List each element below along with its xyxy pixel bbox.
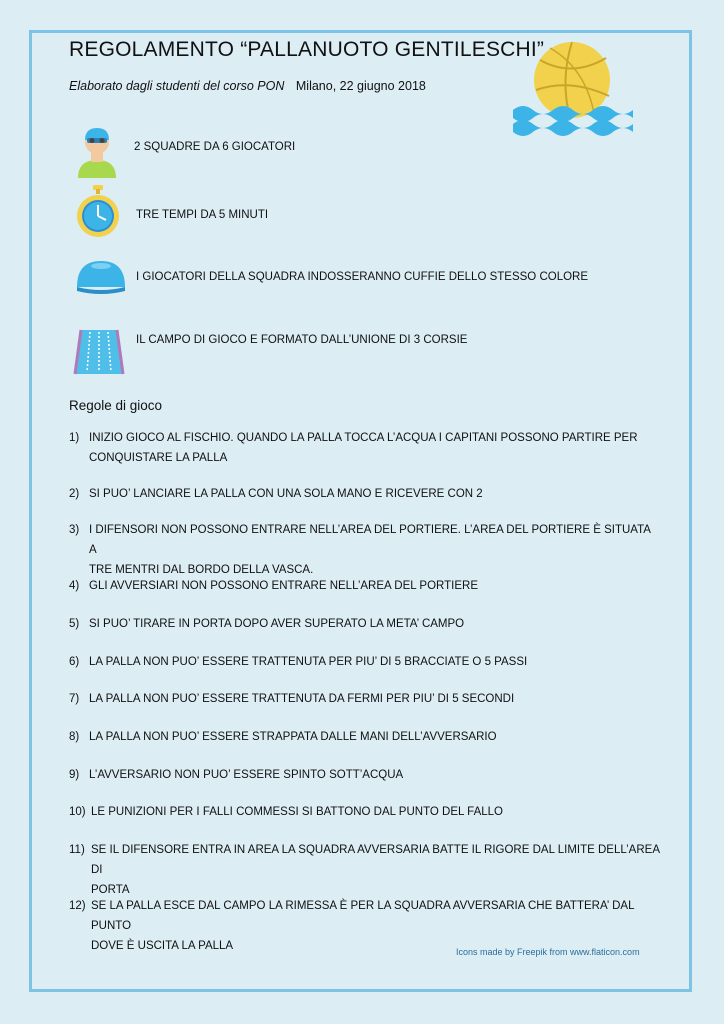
feature-periods [0,185,724,245]
rule-line: INIZIO GIOCO AL FISCHIO. QUANDO LA PALLA TOCCA L’ACQUA I CAPITANI POSSONO PARTIRE PER [89,432,638,444]
rule-line: SI PUO’ TIRARE IN PORTA DOPO AVER SUPERATO LA META’ CAMPO [89,618,465,630]
rule-number: 3) [69,524,80,536]
rule-line: SE LA PALLA ESCE DAL CAMPO LA RIMESSA È PER LA SQUADRA AVVERSARIA CHE BATTERA’ DAL PUNTO [91,900,635,932]
rule-line: TRE MENTRI DAL BORDO DELLA VASCA. [89,564,314,576]
rule-line: LA PALLA NON PUO’ ESSERE TRATTENUTA PER PIU’ DI 5 BRACCIATE O 5 PASSI [89,656,528,668]
rule-number: 4) [69,580,80,592]
rule-text [91,802,661,822]
rule-text [89,428,659,468]
feature-text: TRE TEMPI DA 5 MINUTI [136,209,269,221]
rule-text [89,576,659,596]
icon-credit: Icons made by Freepik from www.flaticon.com [456,947,640,957]
rule-number: 9) [69,769,80,781]
rule-number: 10) [69,806,86,818]
rule-line: PORTA [91,884,130,896]
rule-number: 8) [69,731,80,743]
rule-text [89,689,659,709]
rule-line: SE IL DIFENSORE ENTRA IN AREA LA SQUADRA AVVERSARIA BATTE IL RIGORE DAL LIMITE DELL’AREA DI [91,844,660,876]
rule-number: 5) [69,618,80,630]
subtitle [69,79,426,93]
rule-text [91,840,661,900]
authors-note: Elaborato dagli studenti del corso PON [69,79,285,93]
rule-line: I DIFENSORI NON POSSONO ENTRARE NELL’AREA DEL PORTIERE. L’AREA DEL PORTIERE È SITUATA A [89,524,651,556]
rule-line: LE PUNIZIONI PER I FALLI COMMESSI SI BATTONO DAL PUNTO DEL FALLO [91,806,503,818]
feature-field [0,322,724,382]
rule-number: 1) [69,432,80,444]
feature-text: I GIOCATORI DELLA SQUADRA INDOSSERANNO CUFFIE DELLO STESSO COLORE [136,271,589,283]
rule-text [89,614,659,634]
rule-text [89,484,659,504]
feature-text: IL CAMPO DI GIOCO E FORMATO DALL’UNIONE DI 3 CORSIE [136,334,468,346]
swimmer-icon [72,122,122,178]
feature-caps [0,254,724,314]
rule-text [89,652,659,672]
stopwatch-icon [75,185,121,239]
rule-line: DOVE È USCITA LA PALLA [91,940,234,952]
rule-number: 7) [69,693,80,705]
swim-cap-icon [73,257,129,297]
rule-text [89,727,659,747]
rule-line: SI PUO’ LANCIARE LA PALLA CON UNA SOLA MANO E RICEVERE CON 2 [89,488,483,500]
rule-number: 2) [69,488,80,500]
rule-number: 6) [69,656,80,668]
rules-heading: Regole di gioco [69,398,163,413]
rule-line: CONQUISTARE LA PALLA [89,452,228,464]
place-date: Milano, 22 giugno 2018 [295,79,426,93]
rule-line: GLI AVVERSIARI NON POSSONO ENTRARE NELL’AREA DEL PORTIERE [89,580,478,592]
rule-line: LA PALLA NON PUO’ ESSERE TRATTENUTA DA FERMI PER PIU’ DI 5 SECONDI [89,693,515,705]
feature-teams [0,118,724,178]
rule-number: 11) [69,844,85,856]
document-title: REGOLAMENTO “PALLANUOTO GENTILESCHI” [69,38,545,61]
rule-text [89,520,659,580]
pool-lanes-icon [73,328,125,378]
rule-line: L’AVVERSARIO NON PUO’ ESSERE SPINTO SOTT’ACQUA [89,769,404,781]
rule-number: 12) [69,900,86,912]
rule-line: LA PALLA NON PUO’ ESSERE STRAPPATA DALLE MANI DELL’AVVERSARIO [89,731,497,743]
rule-text [89,765,659,785]
feature-text: 2 SQUADRE DA 6 GIOCATORI [134,141,296,153]
